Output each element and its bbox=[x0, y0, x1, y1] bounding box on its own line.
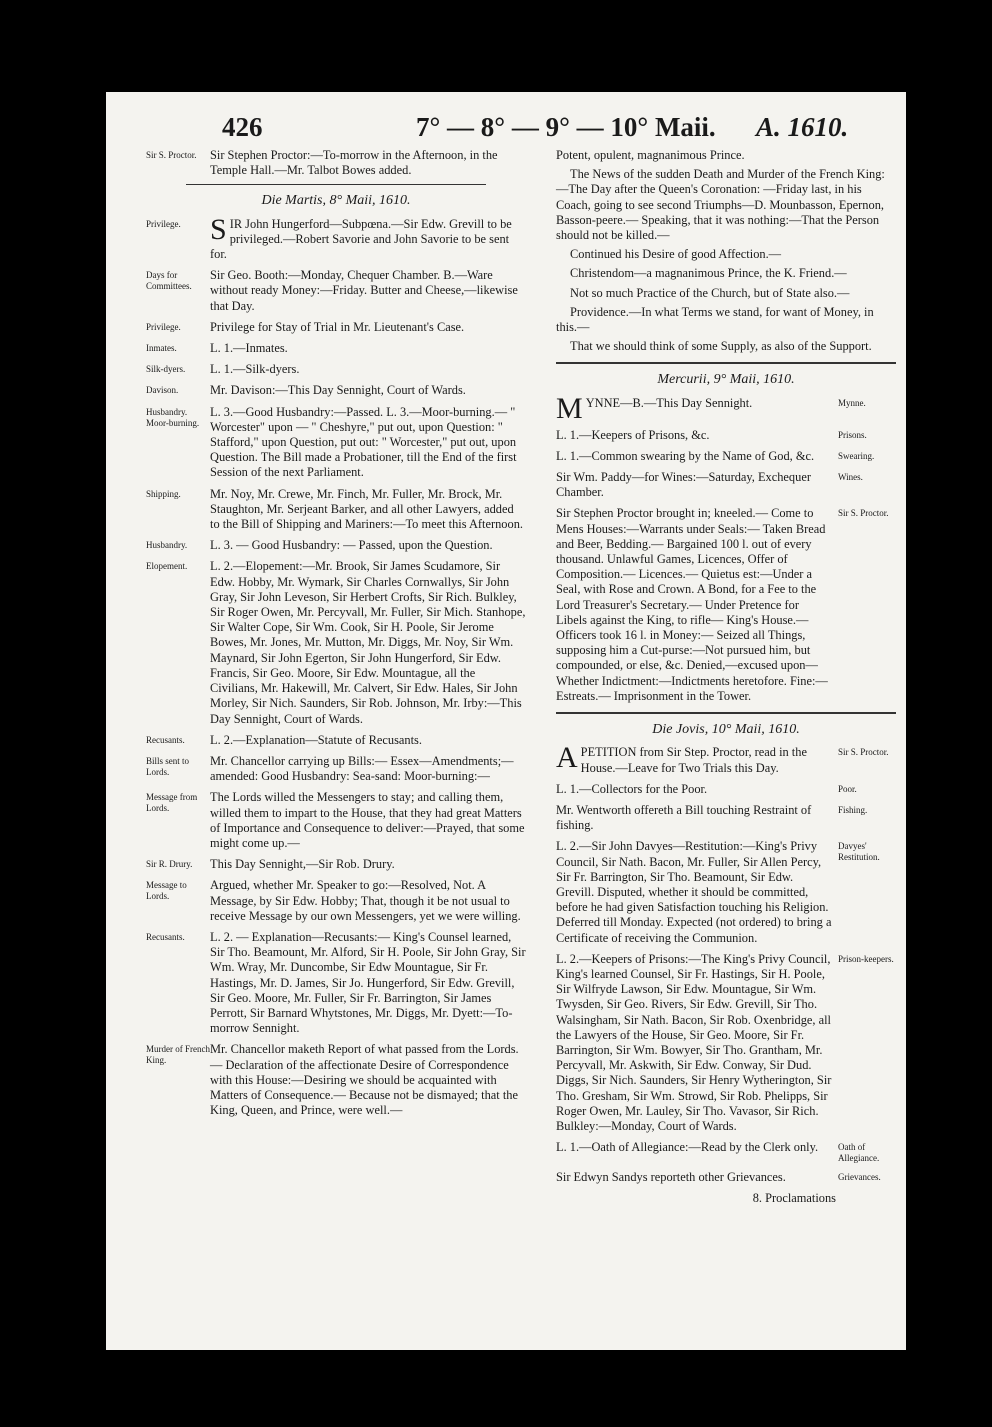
entry-text: L. 1.—Inmates. bbox=[210, 341, 288, 356]
margin-note: Prisons. bbox=[838, 429, 867, 440]
entry bbox=[556, 1170, 896, 1185]
entry-body: YNNE—B.—This Day Sennight. bbox=[585, 395, 753, 410]
entry-text bbox=[556, 391, 832, 425]
entry-body: PETITION from Sir Step. Proctor, read in the House.—Leave for Two Trials this Day. bbox=[580, 745, 807, 775]
margin-note: Shipping. bbox=[146, 488, 181, 499]
paragraph: Not so much Practice of the Church, but of State also.— bbox=[570, 285, 850, 300]
entry-text: Sir Stephen Proctor brought in; kneeled.— Come to Mens Houses:—Warrants under Seals:— Taken Bread and Beer, Bedding.— Bargained 100 l. out of every thousand. Unlawful Games, Licences, Offer of Composition.— Licences.— Quietus est:—Under a Seal, with Rose and Crown. A Bond, for a Fee to the Lord Treasurer's Secretary.— Under Pretence for Libels against the King, to rifle— King's House.—Officers took 16 l. in Money:— Seized all Things, supposing him a Cut-purse:—Not pursued him, but compounded, or else, &c. Denied,—excused upon— Whether Indictment:—Indictments heretofore. Fine:—Estreats.— Imprisonment in the Tower. bbox=[556, 506, 828, 703]
entry-text bbox=[210, 212, 526, 263]
entry bbox=[556, 839, 896, 945]
margin-note: Davison. bbox=[146, 385, 179, 396]
divider bbox=[556, 712, 896, 714]
margin-note: Mynne. bbox=[838, 397, 866, 408]
entry-body: IR John Hungerford—Subpœna.—Sir Edw. Grevill to be privileged.—Robert Savorie and John Savorie to be sent for. bbox=[210, 216, 512, 262]
margin-note: Husbandry. Moor-burning. bbox=[146, 406, 200, 428]
margin-note: Days for Committees. bbox=[146, 270, 192, 292]
entry-text: L. 3.—Good Husbandry:—Passed. L. 3.—Moor-burning.— " Worcester" upon — " Cheshyre," put out, upon Question: " Stafford," upon Question, put out: " Worcester," put out, upon Question. The Bill made a Probationer, till the End of the first Session of the next Parliament. bbox=[210, 404, 517, 480]
margin-note: Elopement. bbox=[146, 561, 188, 572]
entry bbox=[146, 1042, 526, 1118]
entry-text: L. 1.—Keepers of Prisons, &c. bbox=[556, 427, 710, 442]
drop-cap: S bbox=[210, 212, 227, 246]
entry-text: Sir Geo. Booth:—Monday, Chequer Chamber. B.—Ware without ready Money:—Friday. Butter and Cheese,—likewise that Day. bbox=[210, 268, 518, 313]
entry-text: Mr. Chancellor carrying up Bills:— Essex—Amendments;—amended: Good Husbandry: Sea-sand: Moor-burning:— bbox=[210, 753, 514, 784]
paragraph: Providence.—In what Terms we stand, for want of Money, in this.— bbox=[556, 304, 874, 335]
section-heading: Die Jovis, 10° Maii, 1610. bbox=[652, 722, 800, 738]
entry-text: Mr. Wentworth offereth a Bill touching Restraint of fishing. bbox=[556, 802, 812, 833]
margin-note: Sir S. Proctor. bbox=[146, 150, 197, 160]
margin-note: Bills sent to Lords. bbox=[146, 755, 190, 777]
entry-text: L. 1.—Silk-dyers. bbox=[210, 362, 300, 377]
paragraph: Potent, opulent, magnanimous Prince. bbox=[556, 148, 745, 162]
entry-text: Privilege for Stay of Trial in Mr. Lieutenant's Case. bbox=[210, 319, 465, 334]
entry bbox=[556, 470, 896, 500]
right-column bbox=[556, 148, 896, 1207]
margin-note: Fishing. bbox=[838, 804, 868, 815]
entry-text: L. 2.—Keepers of Prisons:—The King's Privy Council, King's learned Counsel, Sir Fr. Hastings, Sir H. Poole, Sir Wilfryde Lawson, Sir Edw. Mountague, Sir Wm. Twysden, Sir Geo. Rivers, Sir Edw. Grevill, Sir Tho. Walsingham, Sir Nath. Bacon, Sir Rob. Oxenbridge, all the Lawyers of the House, Sir Geo. Moore, Sir Fr. Barrington, Sir Wm. Bowyer, Sir Tho. Grantham, Mr. Percyvall, Mr. Askwith, Sir Edw. Conway, Sir Dud. Diggs, Sir Nich. Saunders, Sir Henry Wytherington, Sir Tho. Gresham, Sir Wm. Strowd, Sir Rob. Phelipps, Sir Roger Owen, Mr. Lauley, Sir Tho. Vavasor, Sir Rich. Bulkley:—Monday, Court of Wards. bbox=[556, 951, 832, 1133]
margin-note: Sir S. Proctor. bbox=[838, 508, 889, 519]
margin-note: Swearing. bbox=[838, 450, 875, 461]
paragraph: That we should think of some Supply, as also of the Support. bbox=[570, 339, 872, 354]
entry-text: L. 3. — Good Husbandry: — Passed, upon the Question. bbox=[210, 538, 493, 553]
entry bbox=[146, 878, 526, 924]
entry bbox=[146, 362, 526, 377]
catchword: 8. Proclamations bbox=[752, 1191, 836, 1206]
margin-note: Poor. bbox=[838, 783, 857, 794]
entry bbox=[146, 405, 526, 481]
paragraph: Christendom—a magnanimous Prince, the K. Friend.— bbox=[570, 266, 847, 281]
entry-text: L. 2.—Elopement:—Mr. Brook, Sir James Scudamore, Sir Edw. Hobby, Mr. Wymark, Sir Charles Cornwallys, Sir John Gray, Sir John Leveson, Sir Herbert Crofts, Sir Rich. Bulkley, Sir Roger Owen, Mr. Percyvall, Mr. Fuller, Sir Mich. Stanhope, Sir Walter Cope, Sir Wm. Cook, Sir H. Poole, Sir Jerome Bowes, Mr. Jones, Mr. Mutton, Mr. Diggs, Mr. Noy, Sir Wm. Maynard, Sir John Egerton, Sir John Hungerford, Sir Edw. Francis, Sir Geo. Moore, Sir Edw. Mountague, all the Civilians, Mr. Hakewill, Mr. Calvert, Sir Edw. Hales, Sir John Morley, Sir Nich. Saunders, Sir Rob. Johnson, Mr. Irby:—This Day Sennight, Court of Wards. bbox=[210, 559, 526, 726]
margin-note: Husbandry. bbox=[146, 540, 188, 551]
margin-note: Sir R. Drury. bbox=[146, 859, 193, 870]
section-heading: Die Martis, 8° Maii, 1610. bbox=[261, 193, 411, 209]
entry bbox=[146, 212, 526, 263]
entry-text: This Day Sennight,—Sir Rob. Drury. bbox=[210, 857, 395, 872]
entry-text: Sir Edwyn Sandys reporteth other Grievances. bbox=[556, 1170, 786, 1185]
drop-cap: A bbox=[556, 741, 578, 775]
entry bbox=[556, 782, 896, 797]
entry-text: Mr. Davison:—This Day Sennight, Court of Wards. bbox=[210, 383, 466, 398]
margin-note: Grievances. bbox=[838, 1172, 881, 1183]
entry bbox=[556, 952, 896, 1134]
entry bbox=[146, 383, 526, 398]
entry-text: L. 2.—Sir John Davyes—Restitution:—King's Privy Council, Sir Nath. Bacon, Mr. Fuller, Sir Allen Percy, Sir Fr. Barrington, Sir Tho. Beamount, Sir Edw. Grevill. Disputed, whether it should be committed, before he had given Satisfaction touching his Religion. Deferred till Monday. Expected (not ordered) to bring a Certificate of receiving the Communion. bbox=[556, 839, 832, 945]
section-heading: Mercurii, 9° Maii, 1610. bbox=[657, 372, 795, 388]
margin-note: Message from Lords. bbox=[146, 792, 198, 814]
margin-note: Recusants. bbox=[146, 931, 185, 942]
margin-note: Silk-dyers. bbox=[146, 364, 186, 375]
page-number: 426 bbox=[222, 112, 263, 142]
entry-text: L. 1.—Collectors for the Poor. bbox=[556, 781, 708, 796]
entry bbox=[146, 487, 526, 533]
entry bbox=[146, 538, 526, 553]
margin-note: Privilege. bbox=[146, 321, 181, 332]
entry bbox=[146, 341, 526, 356]
entry bbox=[556, 1140, 896, 1164]
margin-note: Sir S. Proctor. bbox=[838, 747, 889, 758]
page bbox=[106, 92, 906, 1350]
entry-text: Sir Stephen Proctor:—To-morrow in the Afternoon, in the Temple Hall.—Mr. Talbot Bowes added. bbox=[210, 148, 498, 178]
entry-text bbox=[556, 741, 832, 775]
margin-note: Prison-keepers. bbox=[838, 953, 894, 964]
entry bbox=[146, 754, 526, 784]
header-dates: 7° — 8° — 9° — 10° Maii. bbox=[416, 112, 716, 142]
entry-text: Mr. Chancellor maketh Report of what passed from the Lords.— Declaration of the affectionate Desire of Correspondence with this House:—Desiring we should be acquainted with Matters of Consequence.— Because not be dismayed; that the King, Queen, and Prince, were well.— bbox=[210, 1042, 519, 1118]
left-column bbox=[146, 148, 526, 1124]
entry bbox=[146, 857, 526, 872]
entry bbox=[146, 733, 526, 748]
entry-text: L. 1.—Common swearing by the Name of God, &c. bbox=[556, 448, 815, 463]
margin-note: Murder of French King. bbox=[146, 1044, 210, 1066]
entry bbox=[146, 930, 526, 1036]
margin-note: Davyes' Restitution. bbox=[838, 841, 880, 863]
entry-text: Mr. Noy, Mr. Crewe, Mr. Finch, Mr. Fuller, Mr. Brock, Mr. Staughton, Mr. Serjeant Barker, and all other Lawyers, added to the Bill of Shipping and Mariners:—To meet this Afternoon. bbox=[210, 486, 523, 532]
entry bbox=[556, 391, 896, 425]
entry bbox=[146, 148, 526, 178]
entry-text: L. 2. — Explanation—Recusants:— King's Counsel learned, Sir Tho. Beamount, Mr. Alford, Sir H. Poole, Sir John Gray, Sir Wm. Wray, Mr. Duncombe, Sir Edw Mountague, Sir Fr. Hastings, Mr. D. James, Sir Jo. Hungerford, Sir Edw. Grevill, Sir Geo. Moore, Mr. Fuller, Sir Fr. Barrington, Sir James Perrott, Sir Barnard Whytstones, Mr. Diggs, Mr. Dyett:—To-morrow Sennight. bbox=[210, 929, 526, 1036]
entry bbox=[556, 741, 896, 775]
entry-text: Sir Wm. Paddy—for Wines:—Saturday, Exchequer Chamber. bbox=[556, 470, 811, 500]
divider bbox=[186, 184, 486, 185]
entry bbox=[146, 559, 526, 726]
entry bbox=[556, 449, 896, 464]
entry bbox=[556, 506, 896, 704]
margin-note: Oath of Allegiance. bbox=[838, 1142, 880, 1164]
entry bbox=[146, 790, 526, 851]
entry bbox=[556, 803, 896, 833]
entry bbox=[146, 320, 526, 335]
entry bbox=[556, 428, 896, 443]
margin-note: Message to Lords. bbox=[146, 880, 187, 902]
entry-text: The Lords willed the Messengers to stay; and calling them, willed them to impart to the House, that they had great Matters of Importance and Consequence to deliver:—Prayed, that some might come up.— bbox=[210, 790, 525, 850]
paragraph: The News of the sudden Death and Murder of the French King:—The Day after the Queen's Coronation: —Friday last, in his Coach, going to see second Triumphs—D. Mounbasson, Epernon, Basson-peere.— Speaking, that it was nothing:—That the Person should not be killed.— bbox=[556, 167, 885, 243]
header-year: A. 1610. bbox=[756, 112, 849, 142]
entry bbox=[146, 268, 526, 314]
entry-text: L. 2.—Explanation—Statute of Recusants. bbox=[210, 732, 422, 747]
entry-text: Argued, whether Mr. Speaker to go:—Resolved, Not. A Message, by Sir Edw. Hobby; That, though it be not usual to receive Message by our own Messengers, yet we were willing. bbox=[210, 878, 521, 923]
margin-note: Inmates. bbox=[146, 343, 177, 354]
paragraph: Continued his Desire of good Affection.— bbox=[570, 247, 782, 262]
margin-note: Privilege. bbox=[146, 218, 181, 229]
margin-note: Wines. bbox=[838, 472, 863, 483]
entry-text: L. 1.—Oath of Allegiance:—Read by the Clerk only. bbox=[556, 1140, 819, 1155]
drop-cap: M bbox=[556, 391, 583, 425]
page-header bbox=[106, 112, 906, 152]
divider bbox=[556, 362, 896, 364]
margin-note: Recusants. bbox=[146, 734, 185, 745]
